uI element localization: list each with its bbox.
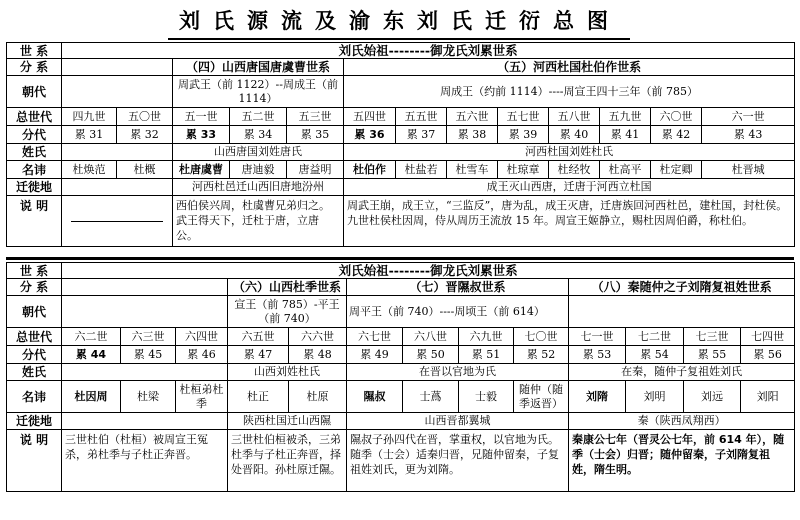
note-b: 三世杜伯桓被杀，三弟杜季与子杜正奔晋，择处晋阳。孙杜原迁隰。 [228,430,347,492]
lineage-header: 刘氏始祖--------御龙氏刘累世系 [62,263,795,279]
lei-cell: 累 54 [626,346,684,364]
name-cell: 杜桓弟杜季 [176,381,228,413]
label-zongshidai: 总世代 [7,108,62,126]
era-6: 宣王（前 785）-平王（前 740） [228,296,347,328]
name-cell: 杜晋城 [702,161,795,179]
section-separator [6,257,794,260]
lei-cell: 累 46 [176,346,228,364]
note-8: 秦康公七年（晋灵公七年，前 614 年），随季（士会）归晋；随仲留秦，子刘隋复祖姓，隋生明。 [569,430,795,492]
gen-cell: 四九世 [62,108,117,126]
migrate-blank [62,179,173,196]
gen-cell: 六六世 [289,328,347,346]
label-fendai: 分代 [7,126,62,144]
label-qianxidi: 迁徙地 [7,413,62,430]
label-chaodai: 朝代 [7,296,62,328]
lei-cell: 累 35 [287,126,344,144]
label-shuoming: 说 明 [7,430,62,492]
name-cell: 随仲（随季返晋） [514,381,569,413]
gen-cell: 七一世 [569,328,626,346]
label-minghui: 名讳 [7,381,62,413]
surname-blank [62,144,173,161]
lei-cell: 累 33 [173,126,230,144]
lei-cell: 累 56 [741,346,795,364]
label-qianxidi: 迁徙地 [7,179,62,196]
gen-cell: 五五世 [396,108,447,126]
gen-cell: 七〇世 [514,328,569,346]
label-shuoming: 说 明 [7,196,62,247]
label-xingshi: 姓氏 [7,364,62,381]
era-4: 周武王（前 1122）--周成王（前 1114） [173,76,344,108]
genealogy-table-part1 [6,42,795,247]
era-7: 周平王（前 740）----周顷王（前 614） [347,296,569,328]
lei-cell: 累 49 [347,346,403,364]
migrate-5: 成王灭山西唐，迁唐于河西立杜国 [344,179,795,196]
branch-4: （四）山西唐国唐虞曹世系 [173,59,344,76]
label-shishi: 世 系 [7,43,62,59]
gen-cell: 五六世 [447,108,498,126]
gen-cell: 六八世 [403,328,459,346]
note-a: 三世杜伯（杜桓）被周宣王冤杀，弟杜季与子杜正奔晋。 [62,430,228,492]
note-7: 隰叔子孙四代在晋，掌重权，以官地为氏。随季（士会）适秦归晋，兄随仲留秦，子复祖姓刘氏，更为刘隋。 [347,430,569,492]
lei-cell: 累 37 [396,126,447,144]
name-cell: 杜定卿 [651,161,702,179]
title-underline [168,38,630,40]
lei-cell: 累 55 [684,346,741,364]
gen-cell: 五二世 [230,108,287,126]
branch-8: （八）秦随仲之子刘隋复祖姓世系 [569,279,795,296]
name-cell: 杜琼章 [498,161,549,179]
name-cell: 士毅 [459,381,514,413]
name-cell: 杜概 [117,161,173,179]
era-blank [62,76,173,108]
genealogy-table-part2 [6,262,795,492]
branch-blank [62,279,228,296]
branch-6: （六）山西杜季世系 [228,279,347,296]
gen-cell: 五九世 [600,108,651,126]
name-cell: 杜正 [228,381,289,413]
note-4: 西伯侯兴周，杜虞曹兄弟归之。武王得天下，迁杜于唐，立唐公。 [173,196,344,247]
name-cell: 刘远 [684,381,741,413]
surname-7: 在晋以官地为氏 [347,364,569,381]
name-cell: 士蔿 [403,381,459,413]
lei-cell: 累 31 [62,126,117,144]
gen-cell: 六一世 [702,108,795,126]
name-cell: 杜因周 [62,381,121,413]
lei-cell: 累 42 [651,126,702,144]
lei-cell: 累 52 [514,346,569,364]
name-cell: 杜高平 [600,161,651,179]
lei-cell: 累 41 [600,126,651,144]
surname-4: 山西唐国刘姓唐氏 [173,144,344,161]
gen-cell: 五〇世 [117,108,173,126]
name-cell: 杜伯作 [344,161,396,179]
gen-cell: 五四世 [344,108,396,126]
gen-cell: 五八世 [549,108,600,126]
label-fendai: 分代 [7,346,62,364]
blank-line [71,221,163,222]
lei-cell: 累 53 [569,346,626,364]
name-cell: 杜原 [289,381,347,413]
gen-cell: 七三世 [684,328,741,346]
label-minghui: 名讳 [7,161,62,179]
branch-5: （五）河西杜国杜伯作世系 [344,59,795,76]
gen-cell: 六四世 [176,328,228,346]
era-5: 周成王（约前 1114）----周宣王四十三年（前 785） [344,76,795,108]
lei-cell: 累 44 [62,346,121,364]
migrate-8: 秦（陕西凤翔西） [569,413,795,430]
era-8-blank [569,296,795,328]
surname-6: 山西刘姓杜氏 [228,364,347,381]
lineage-header: 刘氏始祖--------御龙氏刘累世系 [62,43,795,59]
gen-cell: 七二世 [626,328,684,346]
label-xingshi: 姓氏 [7,144,62,161]
surname-8: 在秦，随仲子复祖姓刘氏 [569,364,795,381]
label-fenxi: 分 系 [7,59,62,76]
gen-cell: 五三世 [287,108,344,126]
gen-cell: 五一世 [173,108,230,126]
note-5: 周武王崩，成王立，“三监反”，唐为乱，成王灭唐，迁唐族回河西杜邑，建杜国，封杜侯。九世杜侯杜因周，侍从周历王流放 15 年。周宣王姬静立，赐杜因周伯爵，称杜伯。 [344,196,795,247]
note-blank [62,196,173,247]
gen-cell: 七四世 [741,328,795,346]
gen-cell: 六三世 [121,328,176,346]
lei-cell: 累 51 [459,346,514,364]
name-cell: 杜梁 [121,381,176,413]
name-cell: 刘隋 [569,381,626,413]
gen-cell: 六七世 [347,328,403,346]
page-title: 刘氏源流及渝东刘氏迁衍总图 [179,9,621,33]
lei-cell: 累 39 [498,126,549,144]
name-cell: 杜雪车 [447,161,498,179]
lei-cell: 累 36 [344,126,396,144]
name-cell: 刘明 [626,381,684,413]
lei-cell: 累 38 [447,126,498,144]
gen-cell: 六二世 [62,328,121,346]
lei-cell: 累 45 [121,346,176,364]
branch-7: （七）晋隰叔世系 [347,279,569,296]
name-cell: 杜唐虞曹 [173,161,230,179]
name-cell: 隰叔 [347,381,403,413]
name-cell: 杜焕范 [62,161,117,179]
gen-cell: 五七世 [498,108,549,126]
migrate-4: 河西杜邑迁山西旧唐地汾州 [173,179,344,196]
gen-cell: 六〇世 [651,108,702,126]
lei-cell: 累 48 [289,346,347,364]
label-shishi: 世 系 [7,263,62,279]
migrate-blank [62,413,228,430]
lei-cell: 累 43 [702,126,795,144]
surname-5: 河西杜国刘姓杜氏 [344,144,795,161]
lei-cell: 累 40 [549,126,600,144]
label-zongshidai: 总世代 [7,328,62,346]
lei-cell: 累 32 [117,126,173,144]
lei-cell: 累 47 [228,346,289,364]
name-cell: 杜盐若 [396,161,447,179]
gen-cell: 六五世 [228,328,289,346]
name-cell: 刘阳 [741,381,795,413]
name-cell: 唐益明 [287,161,344,179]
migrate-7: 山西晋都翼城 [347,413,569,430]
gen-cell: 六九世 [459,328,514,346]
lei-cell: 累 50 [403,346,459,364]
surname-blank [62,364,228,381]
branch-blank [62,59,173,76]
lei-cell: 累 34 [230,126,287,144]
label-fenxi: 分 系 [7,279,62,296]
migrate-6: 陕西杜国迁山西隰 [228,413,347,430]
label-chaodai: 朝代 [7,76,62,108]
name-cell: 杜经牧 [549,161,600,179]
name-cell: 唐迪毅 [230,161,287,179]
era-blank [62,296,228,328]
